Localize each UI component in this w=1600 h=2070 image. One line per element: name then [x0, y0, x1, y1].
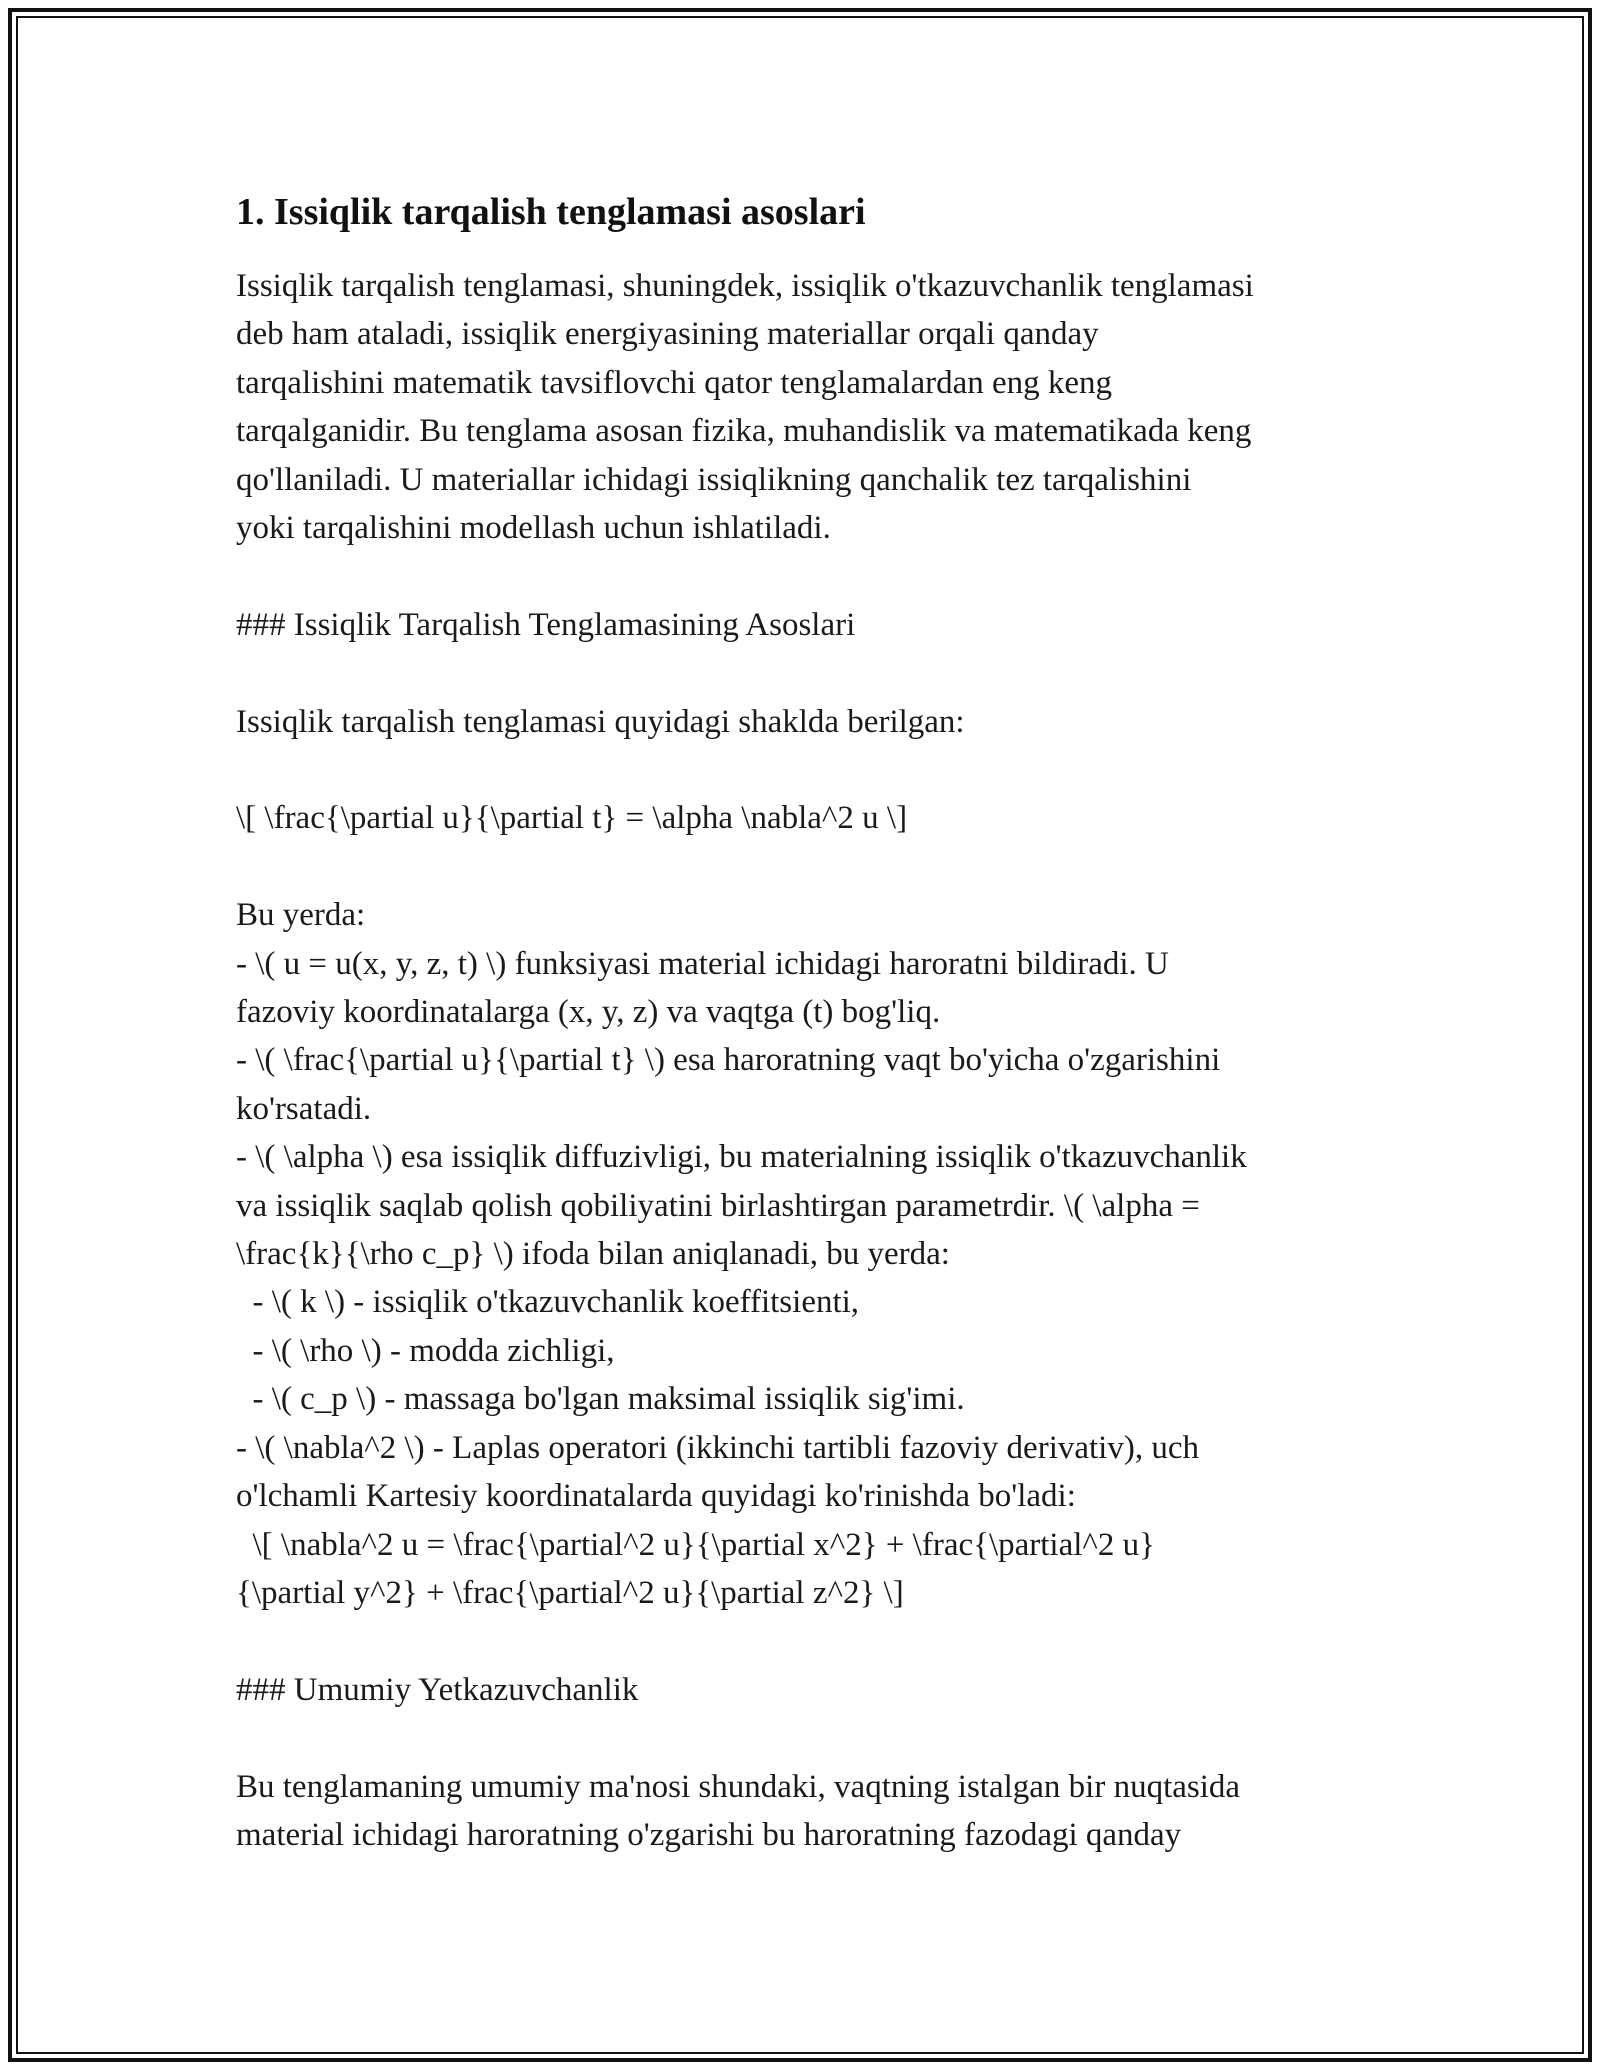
blank-line [236, 1714, 1376, 1762]
list-item-line: - \( \alpha \) esa issiqlik diffuzivligi, bu materialning issiqlik o'tkazuvchanlik [236, 1139, 1247, 1176]
text-line: {\partial y^2} + \frac{\partial^2 u}{\partial z^2} \] [236, 1574, 904, 1611]
blank-line [236, 1617, 1376, 1665]
text-line: qo'llaniladi. U materiallar ichidagi issiqlikning qanchalik tez tarqalishini [236, 461, 1192, 498]
list-item-line: - \( \frac{\partial u}{\partial t} \) esa haroratning vaqt bo'yicha o'zgarishini [236, 1042, 1221, 1079]
text-line: Bu yerda: [236, 897, 366, 934]
text-line: material ichidagi haroratning o'zgarishi bu haroratning fazodagi qanday [236, 1816, 1182, 1853]
list-item-line: - \( k \) - issiqlik o'tkazuvchanlik koeffitsienti, [236, 1284, 860, 1321]
list-item-line: - \( \rho \) - modda zichligi, [236, 1332, 615, 1369]
text-line: Issiqlik tarqalish tenglamasi, shuningdek, issiqlik o'tkazuvchanlik tenglamasi [236, 268, 1254, 304]
list-item-line: - \( c_p \) - massaga bo'lgan maksimal issiqlik sig'imi. [236, 1381, 965, 1418]
section-heading: 1. Issiqlik tarqalish tenglamasi asoslari [236, 191, 866, 233]
text-line: va issiqlik saqlab qolish qobiliyatini birlashtirgan parametrdir. \( \alpha = [236, 1187, 1200, 1224]
text-line: deb ham ataladi, issiqlik energiyasining materiallar orqali qanday [236, 316, 1099, 353]
text-line: Issiqlik tarqalish tenglamasi quyidagi shaklda berilgan: [236, 703, 965, 740]
text-line: fazoviy koordinatalarga (x, y, z) va vaqtga (t) bog'liq. [236, 994, 941, 1031]
text-line: tarqalganidir. Bu tenglama asosan fizika, muhandislik va matematikada keng [236, 413, 1252, 450]
blank-line [236, 843, 1376, 891]
text-line: tarqalishini matematik tavsiflovchi qator tenglamalardan eng keng [236, 364, 1113, 401]
document-text [236, 262, 1376, 1859]
document-body [236, 188, 1376, 1859]
text-line: \frac{k}{\rho c_p} \) ifoda bilan aniqlanadi, bu yerda: [236, 1236, 950, 1273]
list-item-line: - \( u = u(x, y, z, t) \) funksiyasi material ichidagi haroratni bildiradi. U [236, 945, 1169, 982]
text-line: Bu tenglamaning umumiy ma'nosi shundaki, vaqtning istalgan bir nuqtasida [236, 1768, 1241, 1805]
blank-line [236, 552, 1376, 600]
blank-line [236, 746, 1376, 794]
subheading-line: ### Issiqlik Tarqalish Tenglamasining Asoslari [236, 606, 856, 643]
subheading-line: ### Umumiy Yetkazuvchanlik [236, 1671, 639, 1708]
list-item-line: - \( \nabla^2 \) - Laplas operatori (ikkinchi tartibli fazoviy derivativ), uch [236, 1429, 1199, 1466]
equation-line: \[ \nabla^2 u = \frac{\partial^2 u}{\partial x^2} + \frac{\partial^2 u} [236, 1526, 1155, 1563]
text-line: o'lchamli Kartesiy koordinatalarda quyidagi ko'rinishda bo'ladi: [236, 1478, 1076, 1515]
equation-line: \[ \frac{\partial u}{\partial t} = \alpha \nabla^2 u \] [236, 800, 908, 837]
text-line: ko'rsatadi. [236, 1090, 372, 1127]
blank-line [236, 649, 1376, 697]
text-line: yoki tarqalishini modellash uchun ishlatiladi. [236, 510, 831, 547]
